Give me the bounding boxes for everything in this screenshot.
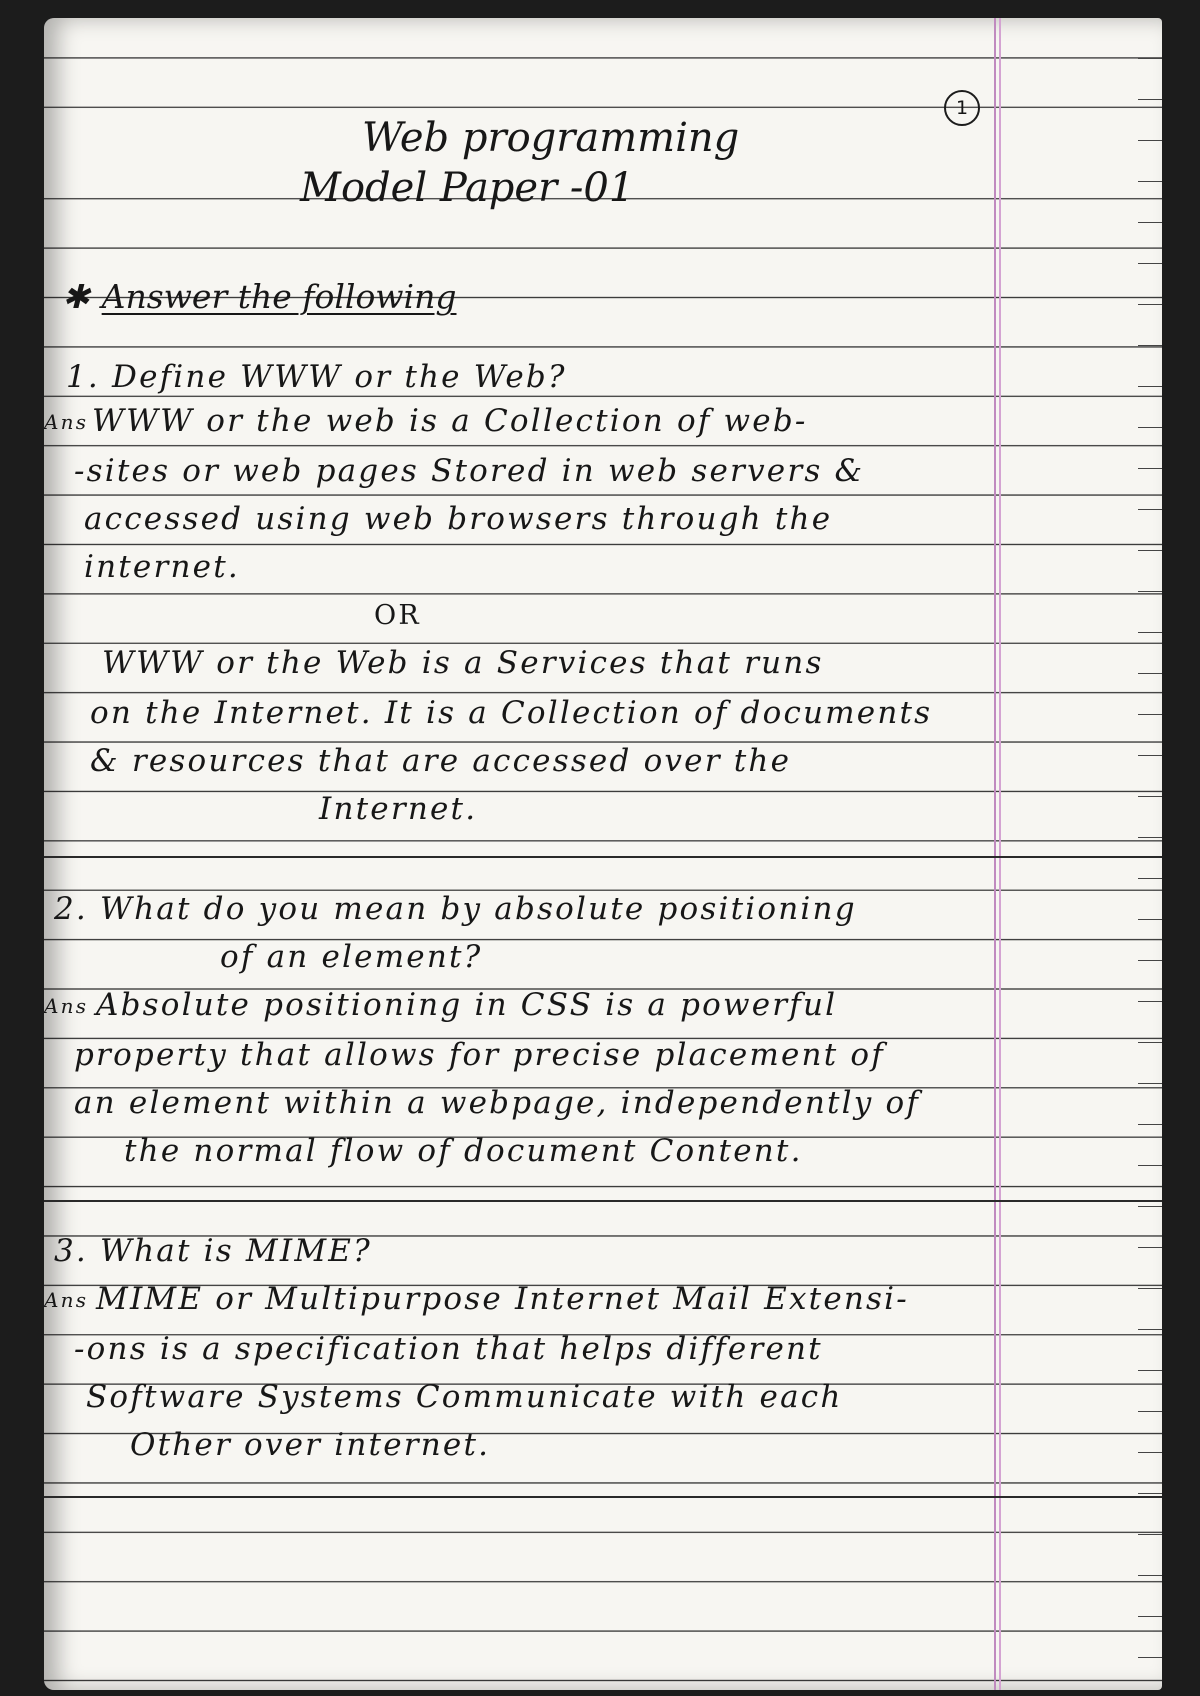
answer-2-line-3: an element within a webpage, independently of	[74, 1085, 921, 1121]
alternative-marker: OR	[374, 600, 421, 631]
answer-2-line-1: Absolute positioning in CSS is a powerful	[96, 987, 838, 1023]
answer-1-line-1: WWW or the web is a Collection of web-	[92, 403, 808, 439]
answer-3-line-1: MIME or Multipurpose Internet Mail Extensi-	[96, 1281, 909, 1317]
answer-3-prefix: Ans	[44, 1288, 89, 1312]
answer-1-line-2: -sites or web pages Stored in web servers &	[74, 453, 865, 489]
question-1: 1. Define WWW or the Web?	[66, 359, 567, 395]
answer-3-line-2: -ons is a specification that helps different	[74, 1331, 823, 1367]
notebook-page	[44, 18, 1162, 1690]
answer-3-line-3: Software Systems Communicate with each	[86, 1379, 843, 1415]
question-3: 3. What is MIME?	[54, 1233, 372, 1269]
title-line-2: Model Paper -01	[300, 165, 635, 211]
alternative-line-3: & resources that are accessed over the	[90, 743, 792, 779]
answer-2-line-4: the normal flow of document Content.	[124, 1133, 803, 1169]
alternative-line-2: on the Internet. It is a Collection of documents	[90, 695, 933, 731]
alternative-line-1: WWW or the Web is a Services that runs	[102, 645, 824, 681]
answer-2-prefix: Ans	[44, 994, 89, 1018]
page-edge-lines	[1138, 18, 1162, 1690]
page-number: 1	[944, 90, 980, 126]
alternative-line-4: Internet.	[319, 791, 478, 827]
separator-2	[44, 1200, 1162, 1202]
question-2-line-2: of an element?	[220, 939, 483, 975]
section-heading: ✱ Answer the following	[62, 277, 457, 316]
margin-line	[994, 18, 996, 1690]
answer-1-line-3: accessed using web browsers through the	[84, 501, 833, 537]
answer-1-line-4: internet.	[84, 549, 240, 585]
answer-1-prefix: Ans	[44, 410, 89, 434]
separator-1	[44, 856, 1162, 858]
answer-3-line-4: Other over internet.	[130, 1427, 491, 1463]
answer-2-line-2: property that allows for precise placement of	[74, 1037, 885, 1073]
question-2-line-1: 2. What do you mean by absolute positioning	[54, 891, 857, 927]
separator-3	[44, 1496, 1162, 1498]
title-line-1: Web programming	[362, 115, 740, 161]
